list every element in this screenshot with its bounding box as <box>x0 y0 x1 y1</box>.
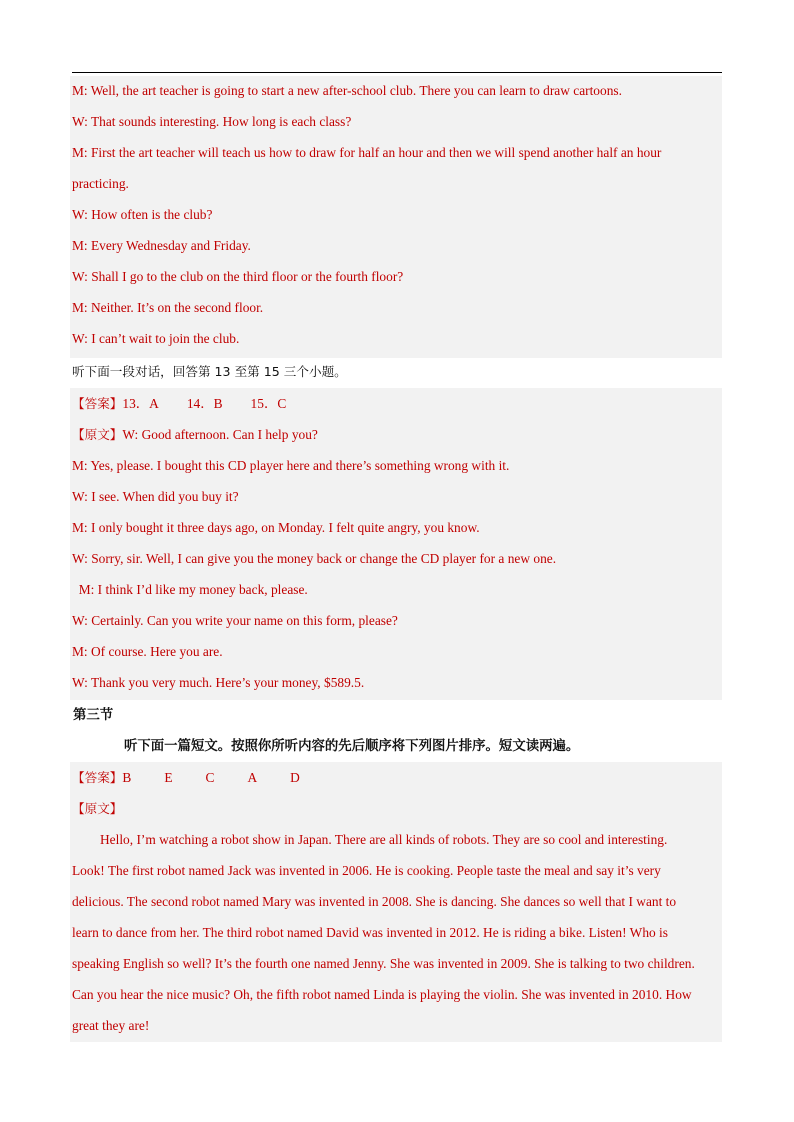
passage-line: Hello, I’m watching a robot show in Japan. There are all kinds of robots. They are so cool and interesting. <box>100 832 668 847</box>
answer-block-section3 <box>70 762 722 1042</box>
passage-line: great they are! <box>72 1018 150 1033</box>
dialog-line: M: Well, the art teacher is going to start a new after-school club. There you can learn to draw cartoons. <box>72 83 622 98</box>
dialog-line: M: Every Wednesday and Friday. <box>72 238 251 253</box>
dialog-line: practicing. <box>72 176 129 191</box>
dialog-block-1 <box>70 76 722 358</box>
dialog-line: M: Neither. It’s on the second floor. <box>72 300 264 315</box>
answer-item: D <box>290 770 300 785</box>
answer-item: 15．C <box>250 396 287 411</box>
answer-line <box>72 396 286 412</box>
answer-block-13-15 <box>70 388 722 700</box>
answer-item: B <box>122 770 132 785</box>
transcript-label: 【原文】 <box>72 801 123 816</box>
transcript-line: W: Certainly. Can you write your name on this form, please? <box>72 613 398 628</box>
transcript-line: W: Sorry, sir. Well, I can give you the money back or change the CD player for a new one. <box>72 551 557 566</box>
answer-item: 14．B <box>186 396 223 411</box>
answer-item: 13．A <box>122 396 159 411</box>
answer-label: 【答案】 <box>72 396 123 411</box>
dialog-line: W: That sounds interesting. How long is each class? <box>72 114 352 129</box>
transcript-line: W: I see. When did you buy it? <box>72 489 239 504</box>
transcript-line: M: I only bought it three days ago, on Monday. I felt quite angry, you know. <box>72 520 480 535</box>
answer-item: A <box>247 770 258 785</box>
answer-line <box>72 770 300 786</box>
dialog-line: W: Shall I go to the club on the third floor or the fourth floor? <box>72 269 404 284</box>
dialog-line: W: How often is the club? <box>72 207 213 222</box>
transcript-line: M: I think I’d like my money back, please. <box>72 582 308 597</box>
instruction-13-15: 听下面一段对话，回答第 13 至第 15 三个小题。 <box>72 364 347 379</box>
transcript-line: M: Yes, please. I bought this CD player here and there’s something wrong with it. <box>72 458 510 473</box>
header-rule <box>72 72 722 73</box>
passage-line: Look! The first robot named Jack was invented in 2006. He is cooking. People taste the meal and say it’s very <box>72 863 661 878</box>
answer-label: 【答案】 <box>72 770 123 785</box>
passage-line: speaking English so well? It’s the fourth one named Jenny. She was invented in 2009. She is talking to two children. <box>72 956 695 971</box>
transcript-line: 【原文】W: Good afternoon. Can I help you? <box>72 427 318 442</box>
transcript-label: 【原文】 <box>72 427 123 442</box>
passage-line: Can you hear the nice music? Oh, the fifth robot named Linda is playing the violin. She was invented in 2010. How <box>72 987 692 1002</box>
transcript-line: W: Thank you very much. Here’s your money, $589.5. <box>72 675 365 690</box>
dialog-line: M: First the art teacher will teach us how to draw for half an hour and then we will spend another half an hour <box>72 145 662 160</box>
answer-item: C <box>205 770 215 785</box>
dialog-line: W: I can’t wait to join the club. <box>72 331 240 346</box>
passage-line: learn to dance from her. The third robot named David was invented in 2012. He is riding a bike. Listen! Who is <box>72 925 668 940</box>
transcript-line: M: Of course. Here you are. <box>72 644 223 659</box>
section3-instruction: 听下面一篇短文。按照你所听内容的先后顺序将下列图片排序。短文读两遍。 <box>124 739 580 754</box>
answer-item: E <box>164 770 173 785</box>
passage-line: delicious. The second robot named Mary was invented in 2008. She is dancing. She dances so well that I want to <box>72 894 677 909</box>
section3-title: 第三节 <box>73 708 114 723</box>
